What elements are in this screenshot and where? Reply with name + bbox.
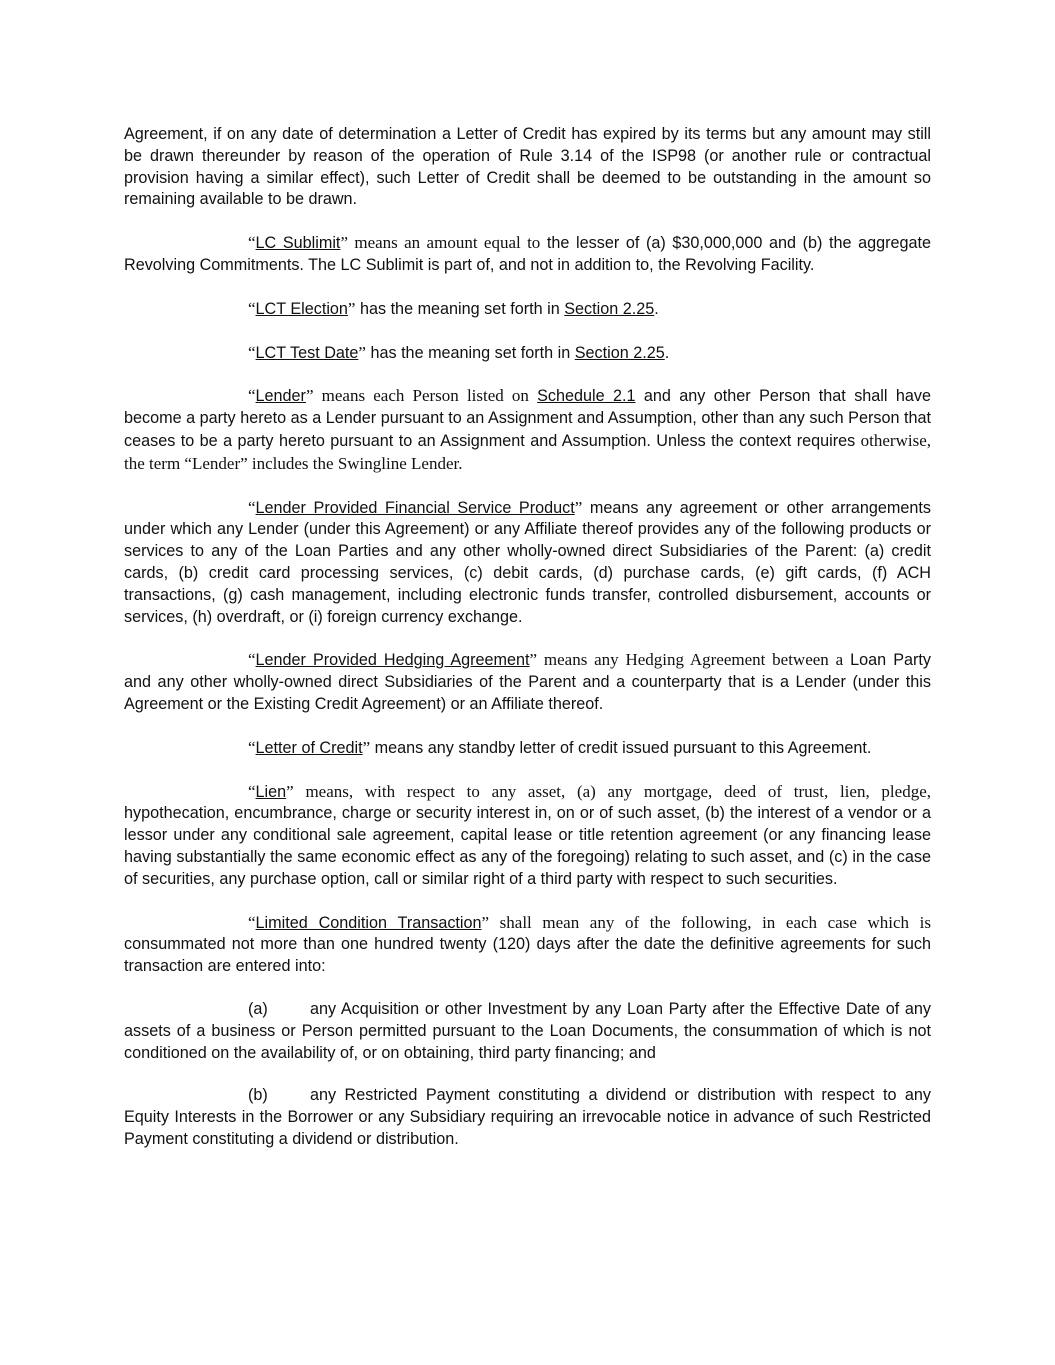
defined-term: Lender Provided Hedging Agreement (255, 651, 530, 670)
close-quote: ” (358, 342, 366, 362)
defined-term: Lender (255, 387, 306, 406)
close-quote: ” (529, 650, 538, 670)
definition-limited-condition-transaction (124, 912, 931, 978)
definition-text: consummated not more than one hundred twenty (120) days after the date the definitive agreements for such transaction are entered into: (124, 935, 931, 976)
clause-a (124, 999, 931, 1064)
definition-end: . (654, 299, 659, 318)
definition-lender-provided-hedging-agreement (124, 649, 931, 715)
definition-letter-of-credit (124, 737, 931, 760)
clause-label: (b) (248, 1086, 268, 1105)
open-quote: “ (248, 497, 256, 517)
open-quote: “ (248, 650, 256, 670)
clause-text: any Acquisition or other Investment by any Loan Party after the Effective Date of any assets of a business or Person permitted pursuant to the Loan Documents, the consummation of which is not conditioned on the availability of, or on obtaining, third party financing; and (124, 999, 931, 1062)
definition-lender (124, 385, 931, 475)
definition-lead: means an amount equal to (347, 233, 541, 253)
clause-b (124, 1085, 931, 1150)
open-quote: “ (248, 342, 256, 362)
definition-lender-provided-financial-service-product (124, 497, 931, 629)
document-page (124, 124, 931, 1172)
definition-lead: means any Hedging Agreement between a (537, 650, 844, 670)
open-quote: “ (248, 233, 256, 253)
open-quote: “ (248, 737, 256, 757)
definition-lead: shall mean any of the following, in each case which is (489, 912, 931, 932)
definition-lc-sublimit (124, 232, 931, 277)
open-quote: “ (248, 298, 256, 318)
open-quote: “ (248, 912, 256, 932)
definition-lct-election (124, 298, 931, 321)
definition-text: means any agreement or other arrangements under which any Lender (under this Agreement) or any Affiliate thereof provides any of the following products or services to any of the Loan Parties and any other wholly-owned direct Subsidiaries of the Parent: (a) credit cards, (b) credit card processing services, (c) debit cards, (d) purchase cards, (e) gift cards, (f) ACH transactions, (g) cash management, including electronic funds transfer, controlled disbursement, accounts or services, (h) overdraft, or (i) foreign currency exchange. (124, 498, 931, 626)
definition-tail: otherwise, the term “Lender” includes the Swingline Lender. (124, 430, 931, 473)
definition-lien (124, 781, 931, 891)
paragraph-loc-continuation: Agreement, if on any date of determination a Letter of Credit has expired by its terms but any amount may still be drawn thereunder by reason of the operation of Rule 3.14 of the ISP98 (or another rule or contractual provision having a similar effect), such Letter of Credit shall be deemed to be outstanding in the amount so remaining available to be drawn. (124, 125, 931, 209)
defined-term: Lien (255, 782, 287, 801)
defined-term: LC Sublimit (255, 234, 341, 253)
definition-text: hypothecation, encumbrance, charge or security interest in, on or of such asset, (b) the interest of a vendor or a lessor under any conditional sale agreement, capital lease or title retention agreement (or any financing lease having substantially the same economic effect as any of the foregoing) relating to such asset, and (c) in the case of securities, any purchase option, call or similar right of a third party with respect to such securities. (124, 804, 931, 888)
close-quote: ” (340, 233, 348, 253)
close-quote: ” (362, 737, 371, 757)
defined-term: LCT Test Date (255, 343, 359, 362)
open-quote: “ (248, 781, 256, 801)
defined-term: Limited Condition Transaction (255, 913, 482, 932)
definition-lead: means, with respect to any asset, (a) any mortgage, deed of trust, lien, pledge, (293, 781, 931, 801)
definition-text: means any standby letter of credit issued pursuant to this Agreement. (370, 738, 872, 757)
close-quote: ” (574, 497, 583, 517)
definition-lead: means each Person listed on (313, 386, 538, 406)
defined-term: Lender Provided Financial Service Product (255, 498, 575, 517)
open-quote: “ (248, 386, 256, 406)
definition-text: has the meaning set forth in (355, 299, 565, 318)
definition-text: the lesser of (a) $30,000,000 and (b) the aggregate Revolving Commitments. The LC Sublimit is part of, and not in addition to, the Revolving Facility. (124, 234, 931, 274)
section-reference: Section 2.25 (574, 343, 665, 362)
close-quote: ” (481, 912, 490, 932)
clause-label: (a) (248, 999, 268, 1018)
definition-text: Loan Party and any other wholly-owned direct Subsidiaries of the Parent and a counterparty that is a Lender (under this Agreement or the Existing Credit Agreement) or an Affiliate thereof. (124, 651, 931, 713)
close-quote: ” (347, 298, 356, 318)
definition-lct-test-date (124, 342, 931, 365)
definition-end: . (664, 343, 670, 362)
defined-term: LCT Election (255, 299, 348, 318)
close-quote: ” (286, 781, 294, 801)
definition-text: and any other Person that shall have become a party hereto as a Lender pursuant to an Assignment and Assumption, other than any such Person that ceases to be a party hereto pursuant to an Assignment and Assumption. Unless the context requires (124, 387, 931, 450)
clause-text: any Restricted Payment constituting a dividend or distribution with respect to any Equity Interests in the Borrower or any Subsidiary requiring an irrevocable notice in advance of such Restricted Payment constituting a dividend or distribution. (124, 1086, 931, 1148)
section-reference: Section 2.25 (564, 299, 655, 318)
schedule-reference: Schedule 2.1 (537, 387, 636, 406)
definition-text: has the meaning set forth in (365, 343, 575, 362)
close-quote: ” (305, 386, 314, 406)
defined-term: Letter of Credit (255, 738, 363, 757)
